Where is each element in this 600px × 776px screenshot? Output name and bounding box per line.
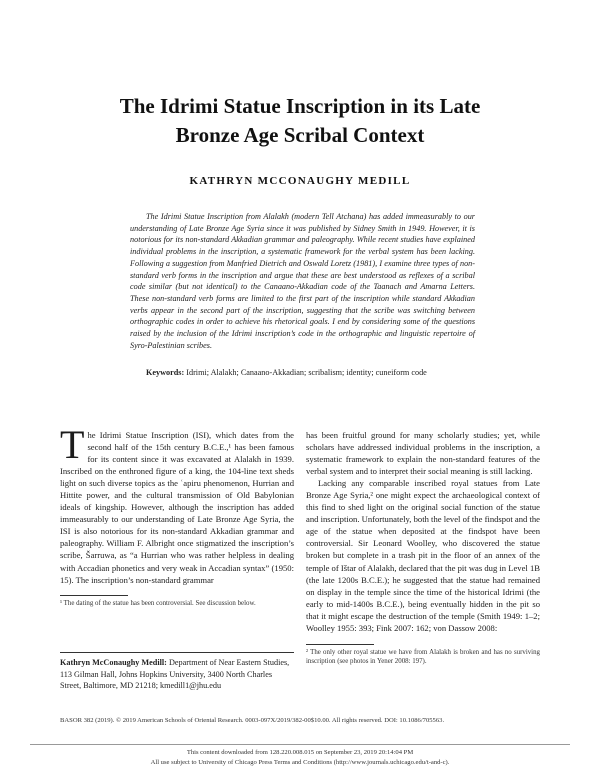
download-notice: This content downloaded from 128.220.008.015 on September 23, 2019 20:14:04 PM xyxy=(186,749,414,756)
footnote-divider xyxy=(60,595,128,596)
affiliation-divider xyxy=(60,652,294,653)
author-affiliation xyxy=(60,657,294,692)
drop-cap: T xyxy=(60,422,85,467)
body-right-paragraph-2: Lacking any comparable inscribed royal statues from Late Bronze Age Syria,² one might expect the archaeological context of this find to shed light on the original social function of the statue and inscription. Unfortunately, both the level of the findspot and the age of the statue when deposited at the findspot have been controversial. Sir Leonard Woolley, who discovered the statue broken but complete in a trash pit in the floor of an annex of the temple of Ištar of Alalakh, declared that the pit was dug in Level 1B (the late 1200s B.C.E.); he suggested that the statue had remained on display in the temple since the time of the historical Idrimi (the early to mid-1400s B.C.E.), being eventually hidden in the pit so that it might escape the destruction of the temple (Smith 1949: 1–2; Woolley 1955: 393; Fink 2007: 162; von Dassow 2008: xyxy=(306,478,540,633)
keywords-label: Keywords: xyxy=(146,368,185,377)
author-name: KATHRYN MCCONAUGHY MEDILL xyxy=(189,175,411,187)
terms-notice: All use subject to University of Chicago Press Terms and Conditions (http://www.journals.uchicago.edu/t-and-c). xyxy=(150,759,450,766)
journal-citation: BASOR 382 (2019). © 2019 American Schools of Oriental Research. 0003-097X/2019/382-00$10.00. All rights reserved. DOI: 10.1086/705563. xyxy=(60,717,445,724)
footnote-1: ¹ The dating of the statue has been controversial. See discussion below. xyxy=(60,599,256,607)
affiliation-name: Kathryn McConaughy Medill: xyxy=(60,658,167,667)
body-left-text: he Idrimi Statue Inscription (ISI), which dates from the second half of the 15th century B.C.E.,¹ has been famous for its content since it was excavated at Alalakh in 1939. Inscribed on the enthroned figure of a king, the 104-line text sheds light on such diverse topics as the ʿapiru phenomenon, Hurrian and Hittite power, and the cultural transmission of Old Babylonian ideals of kingship. However, although the inscription has added immeasurably to our understanding of Late Bronze Age Syria, the ISI is also notorious for its non-standard Akkadian grammar and paleography. William F. Albright once stigmatized the inscription’s scribe, Šarruwa, as “a Hurrian who was rather helpless in dealing with Accadian phonetics and very weak in Accadian syntax” (1950: 15). The inscription’s non-standard grammar xyxy=(60,430,294,585)
body-left-paragraph xyxy=(60,422,294,586)
download-divider xyxy=(30,744,570,745)
affiliation-text: Department of Near Eastern Studies, 113 Gilman Hall, Johns Hopkins University, 3400 North Charles Street, Baltimore, MD 21218; kmedill1@jhu.edu xyxy=(60,658,290,690)
footnote-divider-right xyxy=(306,644,374,645)
body-column-left xyxy=(60,422,294,608)
body-column-right xyxy=(306,429,540,667)
title-line-1: The Idrimi Statue Inscription in its Late xyxy=(119,94,481,118)
keywords xyxy=(146,368,496,377)
keywords-list: Idrimi; Alalakh; Canaano-Akkadian; scribalism; identity; cuneiform code xyxy=(186,368,427,377)
abstract: The Idrimi Statue Inscription from Alalakh (modern Tell Atchana) has added immeasurably to our understanding of Late Bronze Age Syria since it was published by Sidney Smith in 1949. However, it is notorious for its non-standard Akkadian grammar and paleography. While recent studies have explained individual problems in the inscription, a systematic framework for the verbal system has been lacking. Following a suggestion from Manfried Dietrich and Oswald Loretz (1981), I examine three types of non-standard verb forms in the inscription and argue that these are best understood as reflexes of a scribal code similar (but not identical) to the Canaano-Akkadian code of the Taanach and Amarna Letters. These non-standard verb forms are limited to the first part of the inscription while standard Akkadian verbs appear in the second part of the inscription, suggesting that the scribe was switching between orthographic codes in order to achieve his rhetorical goals. I end by considering some of the questions raised by the inclusion of the Idrimi inscription’s code in the orthographic and linguistic repertoire of Syro-Palestinian scribes. xyxy=(130,212,475,350)
article-title xyxy=(60,92,540,150)
footnote-2: ² The only other royal statue we have from Alalakh is broken and has no surviving inscription (see photos in Yener 2008: 197). xyxy=(306,648,540,666)
body-right-paragraph-1: has been fruitful ground for many scholarly studies; yet, while scholars have addressed individual problems in the inscription, a systematic framework to explain the non-standard features of the verbal system and to interpret their social meaning is still lacking. xyxy=(306,430,540,477)
title-line-2: Bronze Age Scribal Context xyxy=(175,123,425,147)
